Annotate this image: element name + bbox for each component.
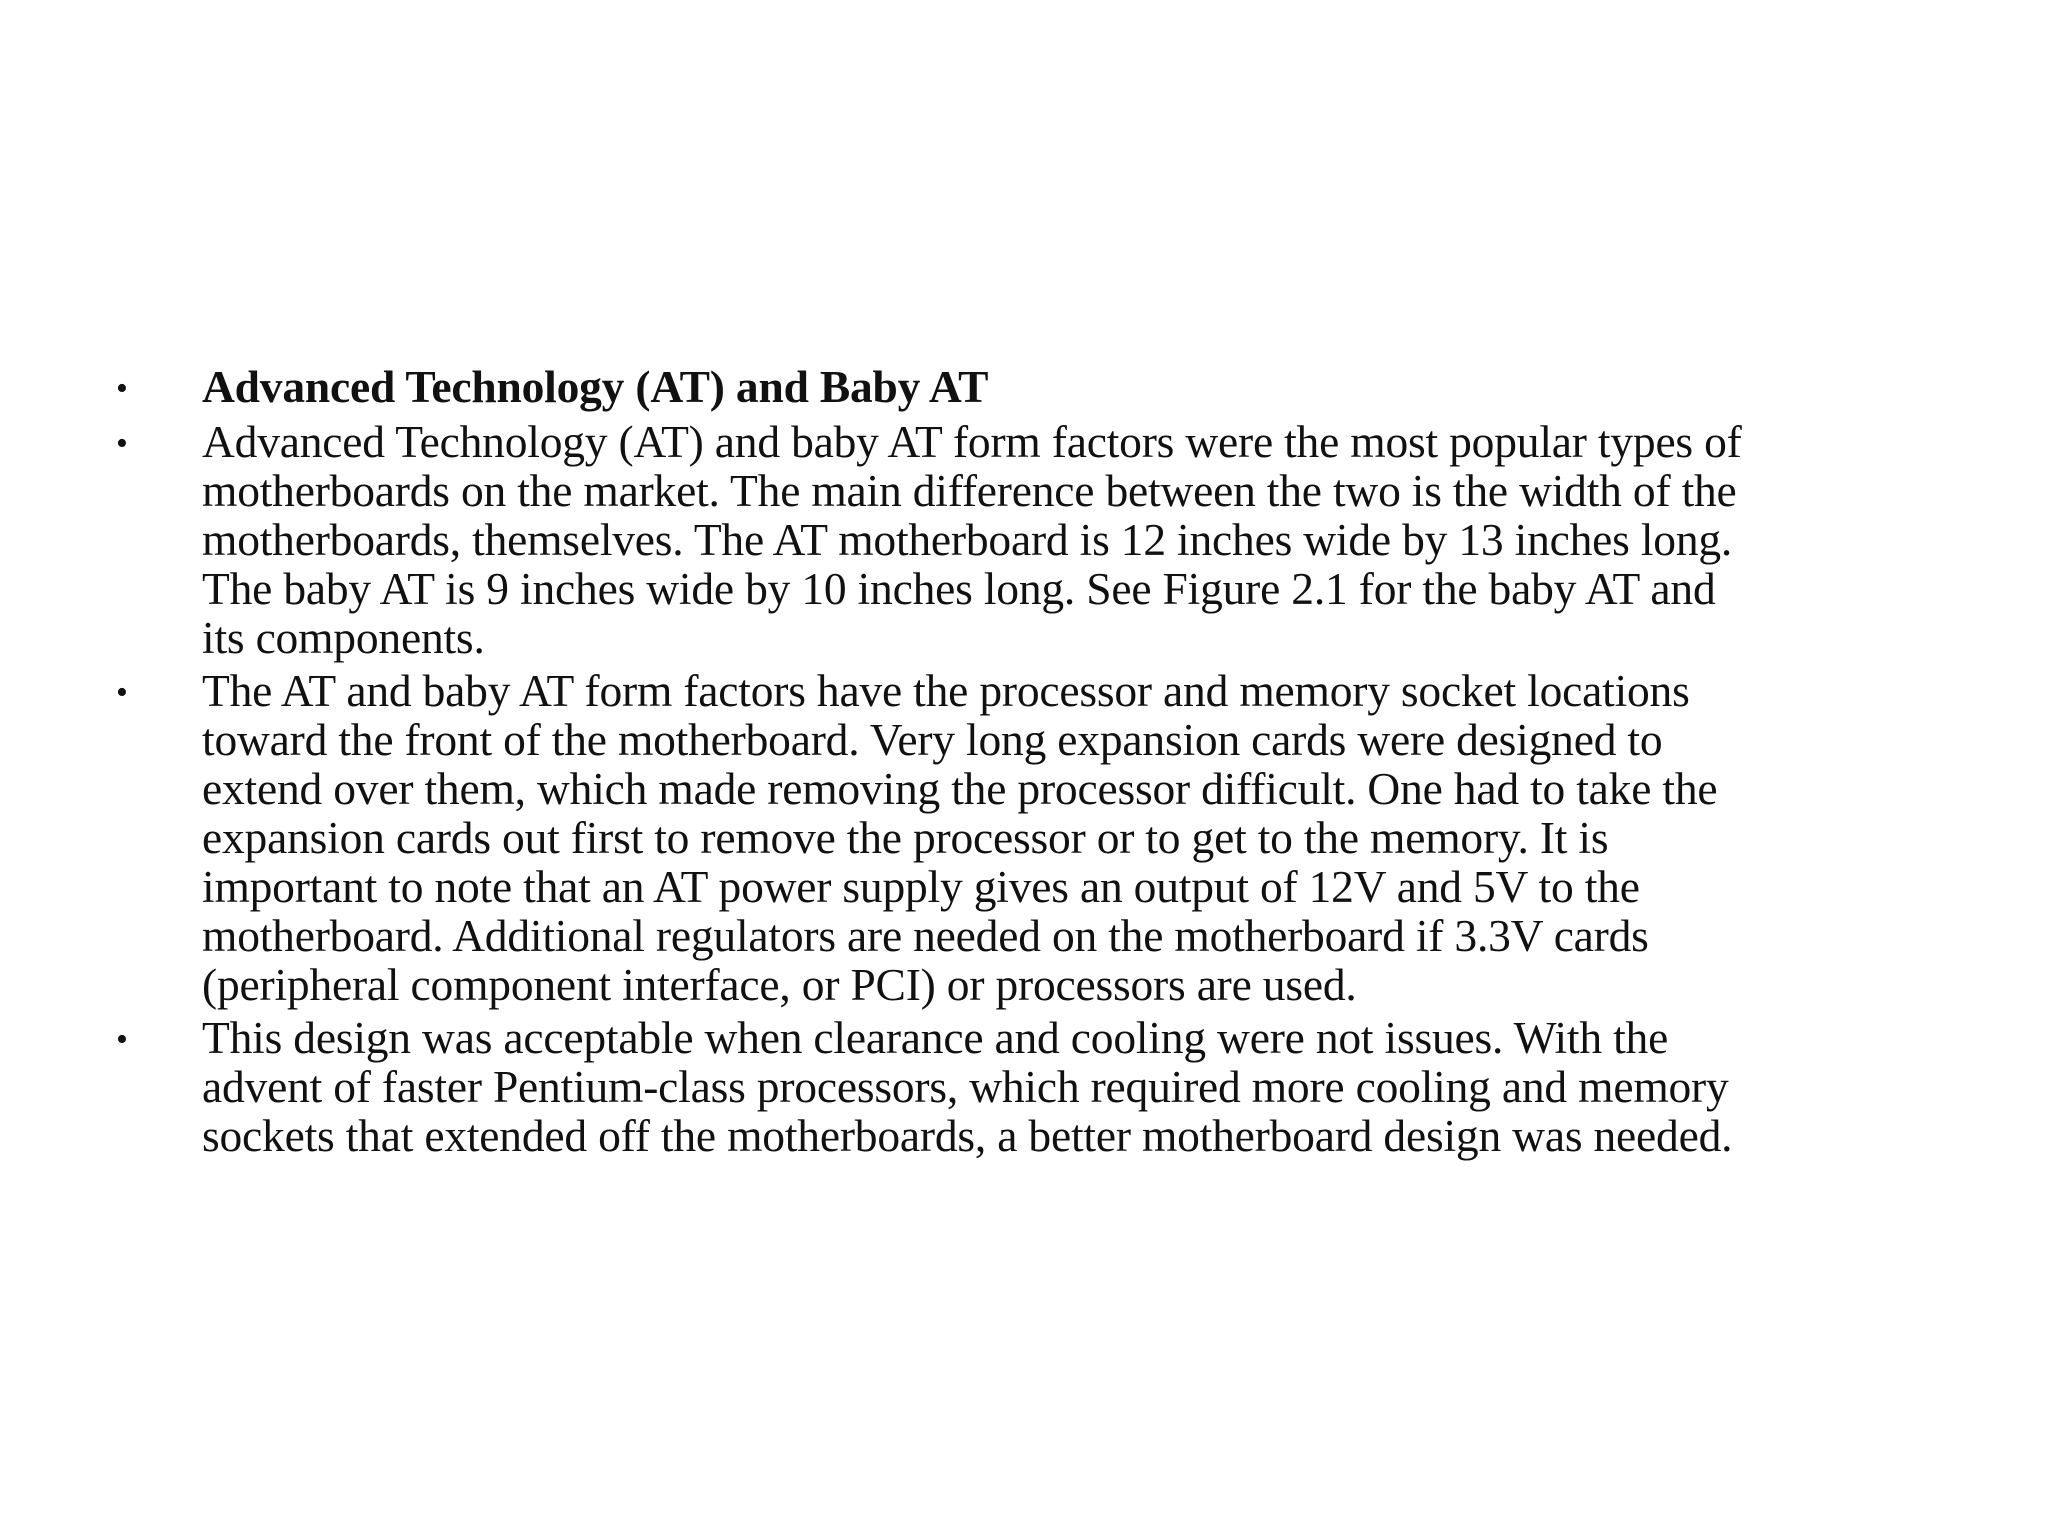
- text-line: Advanced Technology (AT) and Baby AT: [202, 361, 989, 412]
- bullet-marker: •: [116, 674, 128, 711]
- text-line: motherboards, themselves. The AT motherboard is 12 inches wide by 13 inches long.: [202, 514, 1733, 565]
- text-line: (peripheral component interface, or PCI) or processors are used.: [202, 959, 1357, 1010]
- bullet-item-design-issues: [116, 1013, 1966, 1160]
- text-line: The AT and baby AT form factors have the processor and memory socket locations: [202, 665, 1690, 716]
- bullet-paragraph-text: [202, 1013, 1966, 1160]
- text-line: toward the front of the motherboard. Very long expansion cards were designed to: [202, 714, 1663, 765]
- text-line: important to note that an AT power supply gives an output of 12V and 5V to the: [202, 861, 1640, 912]
- text-line: its components.: [202, 612, 485, 663]
- text-line: sockets that extended off the motherboards, a better motherboard design was needed.: [202, 1110, 1733, 1161]
- bullet-marker: •: [116, 370, 128, 407]
- bullet-marker: •: [116, 425, 128, 462]
- bullet-list: [116, 362, 1966, 1164]
- text-line: The baby AT is 9 inches wide by 10 inches long. See Figure 2.1 for the baby AT and: [202, 563, 1716, 614]
- bullet-item-socket-locations: [116, 666, 1966, 1009]
- bullet-heading-text: [202, 362, 1966, 411]
- bullet-paragraph-text: [202, 666, 1966, 1009]
- text-line: motherboards on the market. The main difference between the two is the width of the: [202, 465, 1737, 516]
- bullet-paragraph-text: [202, 417, 1966, 662]
- text-line: advent of faster Pentium-class processors, which required more cooling and memory: [202, 1061, 1729, 1112]
- text-line: expansion cards out first to remove the processor or to get to the memory. It is: [202, 812, 1609, 863]
- text-line: Advanced Technology (AT) and baby AT form factors were the most popular types of: [202, 416, 1742, 467]
- text-line: This design was acceptable when clearance and cooling were not issues. With the: [202, 1012, 1669, 1063]
- text-line: motherboard. Additional regulators are needed on the motherboard if 3.3V cards: [202, 910, 1649, 961]
- bullet-item-form-factors: [116, 417, 1966, 662]
- text-line: extend over them, which made removing the processor difficult. One had to take the: [202, 763, 1718, 814]
- bullet-item-heading: [116, 362, 1966, 413]
- bullet-marker: •: [116, 1021, 128, 1058]
